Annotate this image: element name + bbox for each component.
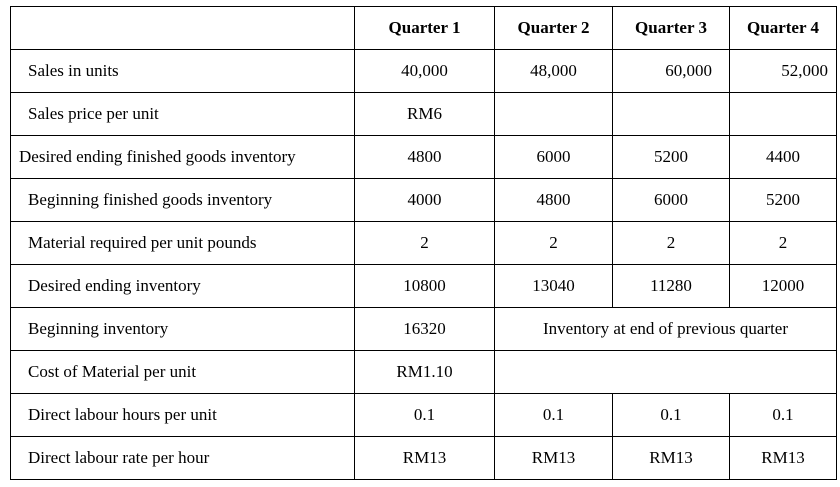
cell-value: RM13 — [355, 437, 495, 480]
cell-value: 0.1 — [613, 394, 730, 437]
cell-value: 13040 — [495, 265, 613, 308]
cell-value: 6000 — [613, 179, 730, 222]
cell-value: 6000 — [495, 136, 613, 179]
row-label: Sales in units — [11, 50, 355, 93]
row-label: Material required per unit pounds — [11, 222, 355, 265]
empty-cell — [613, 93, 730, 136]
inventory-note-cell: Inventory at end of previous quarter — [495, 308, 837, 351]
table-row — [11, 437, 837, 480]
table-row — [11, 136, 837, 179]
cell-value: 4800 — [355, 136, 495, 179]
row-label: Desired ending inventory — [11, 265, 355, 308]
cell-value: 16320 — [355, 308, 495, 351]
row-label: Desired ending finished goods inventory — [11, 136, 355, 179]
empty-cell — [730, 93, 837, 136]
table-row — [11, 351, 837, 394]
cell-value: 0.1 — [730, 394, 837, 437]
header-quarter-1: Quarter 1 — [355, 7, 495, 50]
row-label: Sales price per unit — [11, 93, 355, 136]
cell-value: 2 — [613, 222, 730, 265]
row-label: Direct labour rate per hour — [11, 437, 355, 480]
cell-value: 48,000 — [495, 50, 613, 93]
cell-value: RM6 — [355, 93, 495, 136]
cell-value: 2 — [355, 222, 495, 265]
budget-data-table — [10, 6, 837, 480]
cell-value: 4400 — [730, 136, 837, 179]
header-quarter-3: Quarter 3 — [613, 7, 730, 50]
cell-value: 60,000 — [613, 50, 730, 93]
table-row — [11, 50, 837, 93]
table-row — [11, 93, 837, 136]
row-label: Cost of Material per unit — [11, 351, 355, 394]
row-label: Direct labour hours per unit — [11, 394, 355, 437]
header-quarter-2: Quarter 2 — [495, 7, 613, 50]
header-blank-cell — [11, 7, 355, 50]
table-row — [11, 179, 837, 222]
cell-value: RM13 — [730, 437, 837, 480]
table-row — [11, 394, 837, 437]
cell-value: 0.1 — [355, 394, 495, 437]
cell-value: 2 — [495, 222, 613, 265]
empty-cell — [495, 93, 613, 136]
header-quarter-4: Quarter 4 — [730, 7, 837, 50]
row-label: Beginning inventory — [11, 308, 355, 351]
cell-value: 11280 — [613, 265, 730, 308]
cell-value: 4000 — [355, 179, 495, 222]
cell-value: 52,000 — [730, 50, 837, 93]
row-label: Beginning finished goods inventory — [11, 179, 355, 222]
header-row — [11, 7, 837, 50]
table-row — [11, 265, 837, 308]
cell-value: 2 — [730, 222, 837, 265]
cell-value: 4800 — [495, 179, 613, 222]
cell-value: 12000 — [730, 265, 837, 308]
cell-value: RM13 — [613, 437, 730, 480]
cell-value: 5200 — [613, 136, 730, 179]
cell-value: RM13 — [495, 437, 613, 480]
empty-cell — [495, 351, 837, 394]
cell-value: 0.1 — [495, 394, 613, 437]
cell-value: 40,000 — [355, 50, 495, 93]
cell-value: 5200 — [730, 179, 837, 222]
cell-value: RM1.10 — [355, 351, 495, 394]
cell-value: 10800 — [355, 265, 495, 308]
table-row — [11, 222, 837, 265]
table-row — [11, 308, 837, 351]
